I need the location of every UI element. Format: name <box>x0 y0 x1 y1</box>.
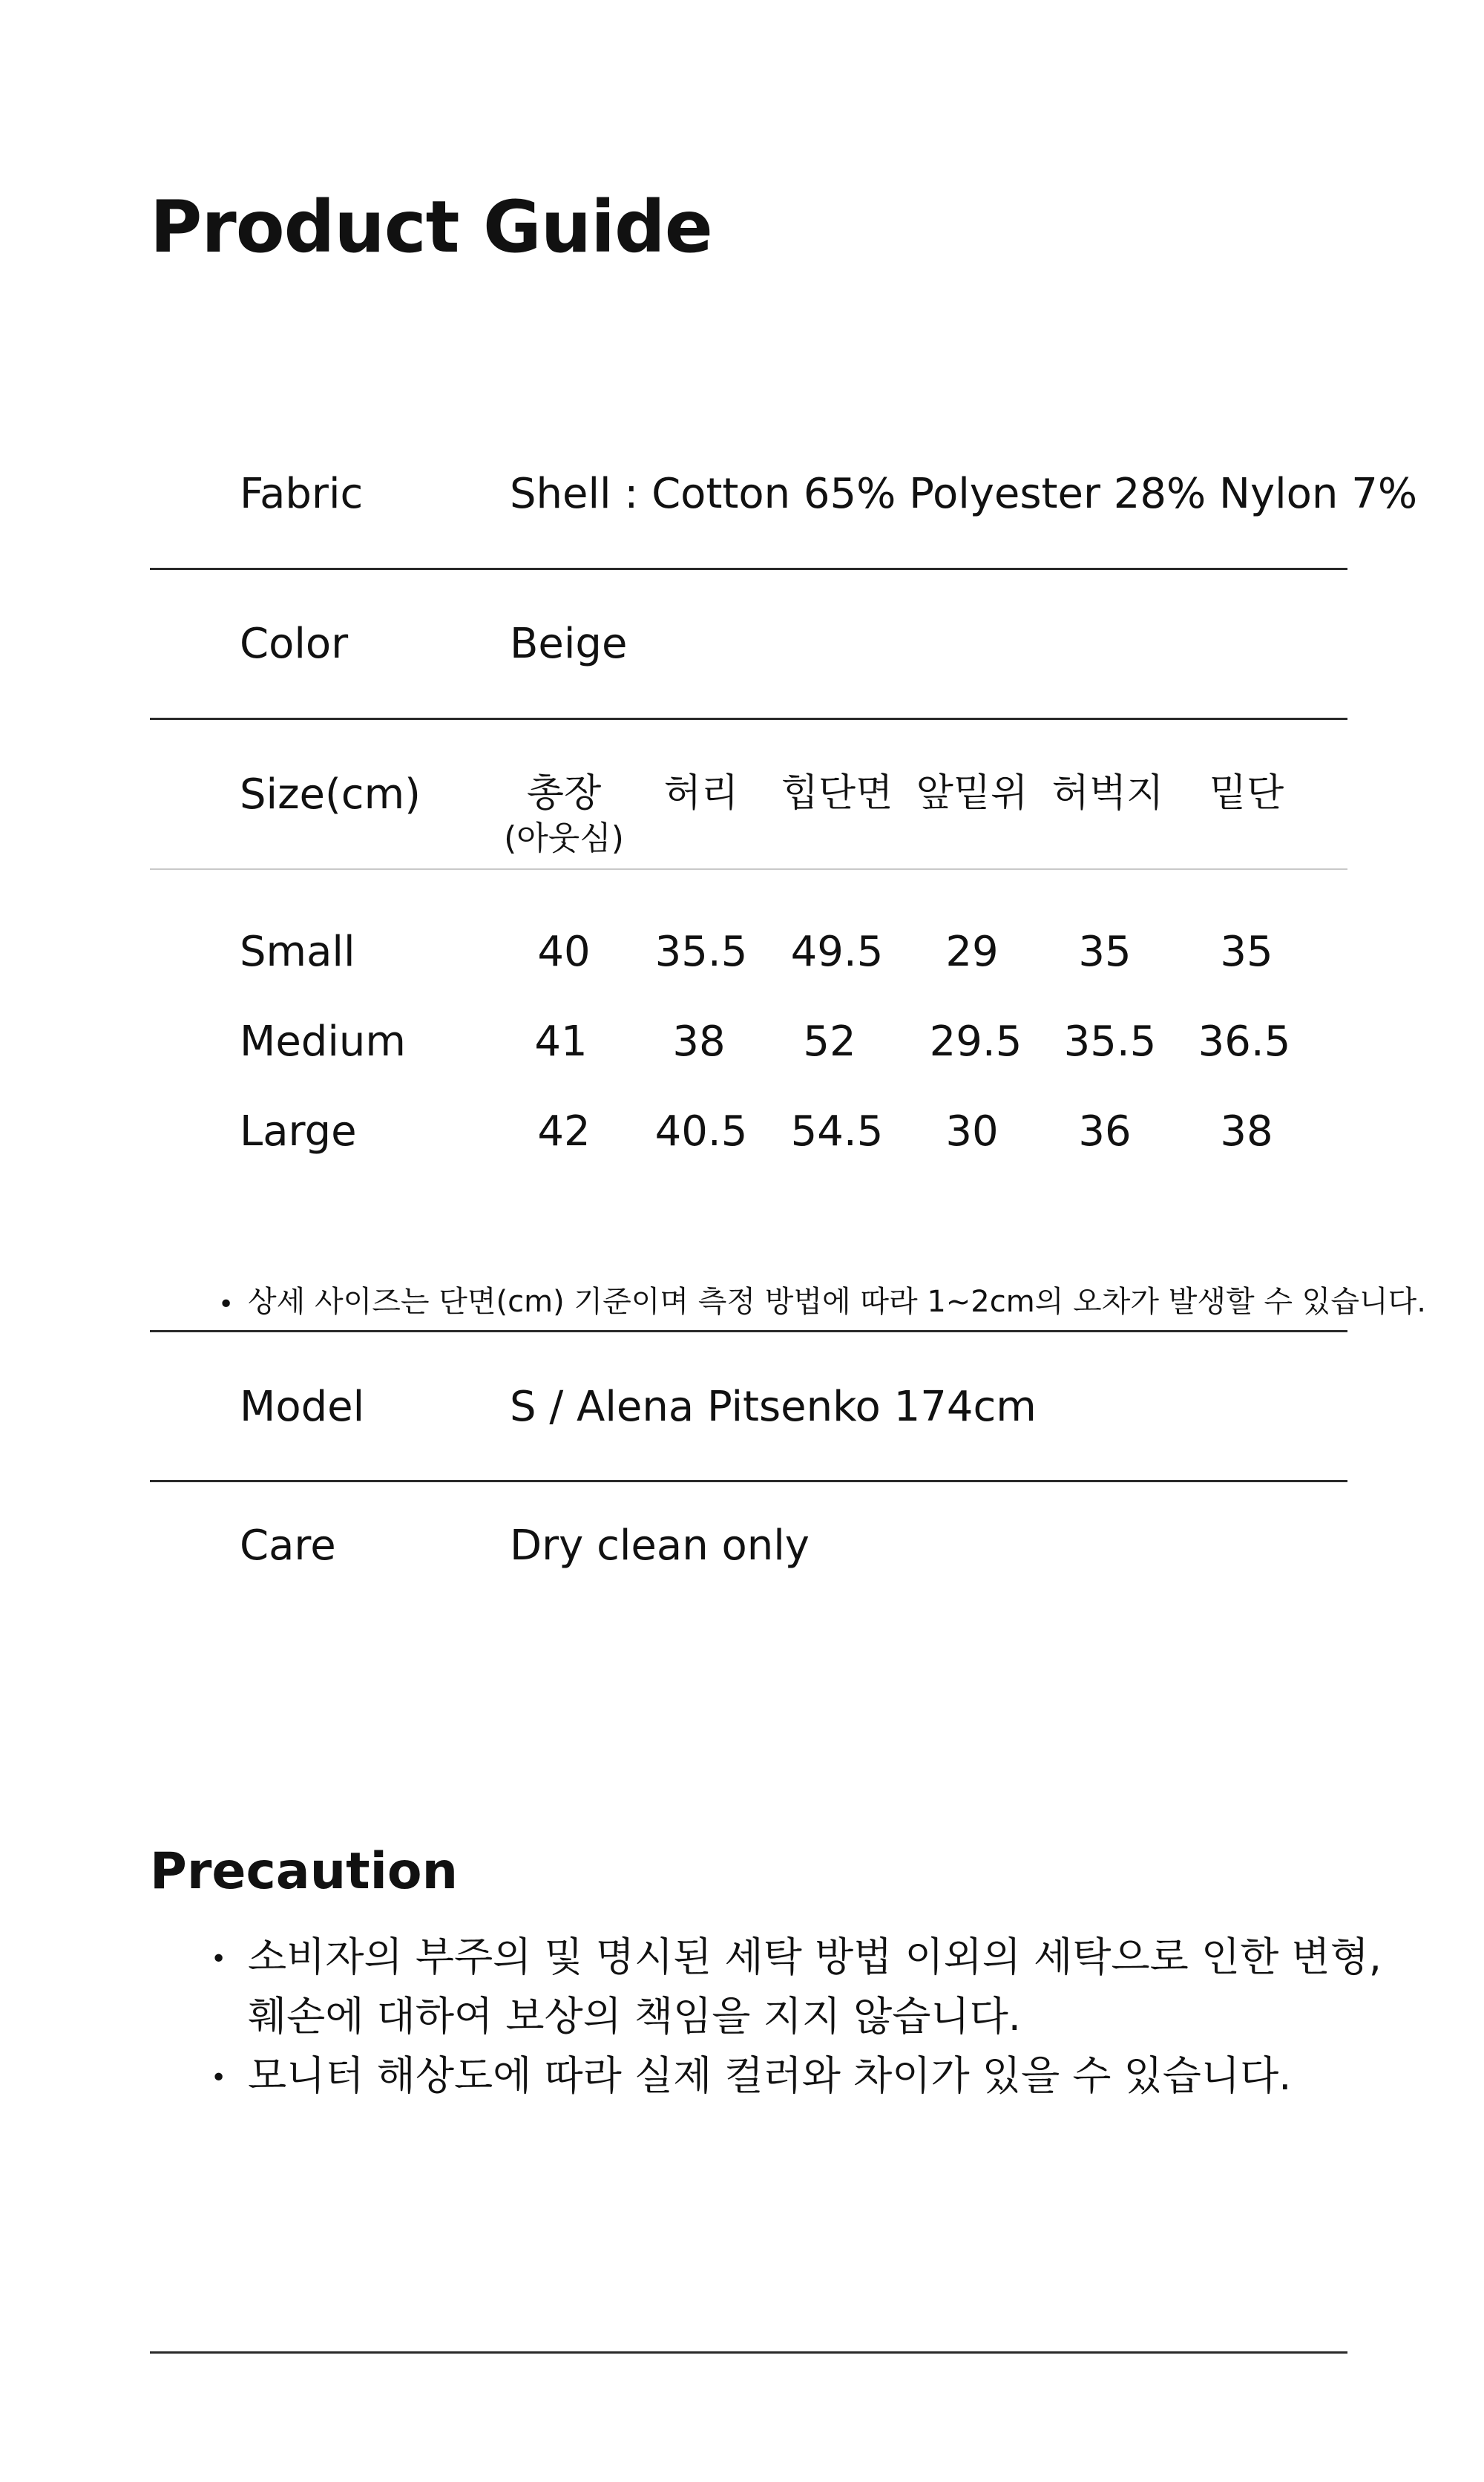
size-row-name: Large <box>240 1107 357 1156</box>
care-label: Care <box>240 1522 336 1570</box>
precaution-item-line: 모니터 해상도에 따라 실제 컬러와 차이가 있을 수 있습니다. <box>248 2052 1292 2099</box>
size-cell: 35 <box>1220 928 1273 976</box>
size-row-name: Small <box>240 928 355 976</box>
size-column-header: 밑단 <box>1209 771 1284 816</box>
size-cell: 40 <box>537 928 591 976</box>
size-cell: 42 <box>537 1107 591 1156</box>
size-cell: 41 <box>534 1018 588 1066</box>
size-column-header: 허리 <box>663 771 739 816</box>
size-cell: 29.5 <box>929 1018 1022 1066</box>
precaution-bullet: • <box>211 2063 227 2093</box>
size-note: 상세 사이즈는 단면(cm) 기준이며 측정 방법에 따라 1~2cm의 오차가 발생할 수 있습니다. <box>248 1285 1426 1319</box>
divider-bottom <box>150 2351 1347 2354</box>
size-cell: 49.5 <box>790 928 884 976</box>
size-column-header: 힙단면 <box>781 771 893 816</box>
divider-fabric <box>150 568 1347 570</box>
precaution-item-line: 소비자의 부주의 및 명시된 세탁 방법 이외의 세탁으로 인한 변형, <box>248 1933 1382 1980</box>
size-cell: 35.5 <box>654 928 748 976</box>
fabric-value: Shell : Cotton 65% Polyester 28% Nylon 7% <box>510 470 1418 518</box>
size-row-name: Medium <box>240 1018 406 1066</box>
precaution-title: Precaution <box>150 1842 459 1901</box>
size-cell: 38 <box>1220 1107 1273 1156</box>
size-cell: 35.5 <box>1063 1018 1157 1066</box>
page-title: Product Guide <box>150 186 712 269</box>
divider-size <box>150 1330 1347 1332</box>
divider-size-header <box>150 868 1347 870</box>
color-label: Color <box>240 620 349 668</box>
color-value: Beige <box>510 620 628 668</box>
size-column-header: 허벅지 <box>1051 771 1164 816</box>
size-cell: 36 <box>1078 1107 1132 1156</box>
size-column-subheader: (아웃심) <box>504 819 624 857</box>
size-cell: 36.5 <box>1198 1018 1291 1066</box>
divider-color <box>150 718 1347 720</box>
note-bullet: • <box>218 1289 234 1320</box>
size-cell: 54.5 <box>790 1107 884 1156</box>
size-cell: 40.5 <box>654 1107 748 1156</box>
size-column-header: 앞밑위 <box>916 771 1028 816</box>
divider-model <box>150 1480 1347 1482</box>
size-cell: 38 <box>672 1018 726 1066</box>
model-value: S / Alena Pitsenko 174cm <box>510 1383 1037 1431</box>
size-column-header: 총장 <box>526 771 602 816</box>
size-cell: 29 <box>945 928 999 976</box>
precaution-bullet: • <box>211 1944 227 1974</box>
size-cell: 30 <box>945 1107 999 1156</box>
size-cell: 52 <box>803 1018 856 1066</box>
care-value: Dry clean only <box>510 1522 810 1570</box>
size-cell: 35 <box>1078 928 1132 976</box>
model-label: Model <box>240 1383 365 1431</box>
size-label: Size(cm) <box>240 770 421 819</box>
precaution-item-line: 훼손에 대하여 보상의 책임을 지지 않습니다. <box>248 1993 1021 2040</box>
fabric-label: Fabric <box>240 470 364 518</box>
